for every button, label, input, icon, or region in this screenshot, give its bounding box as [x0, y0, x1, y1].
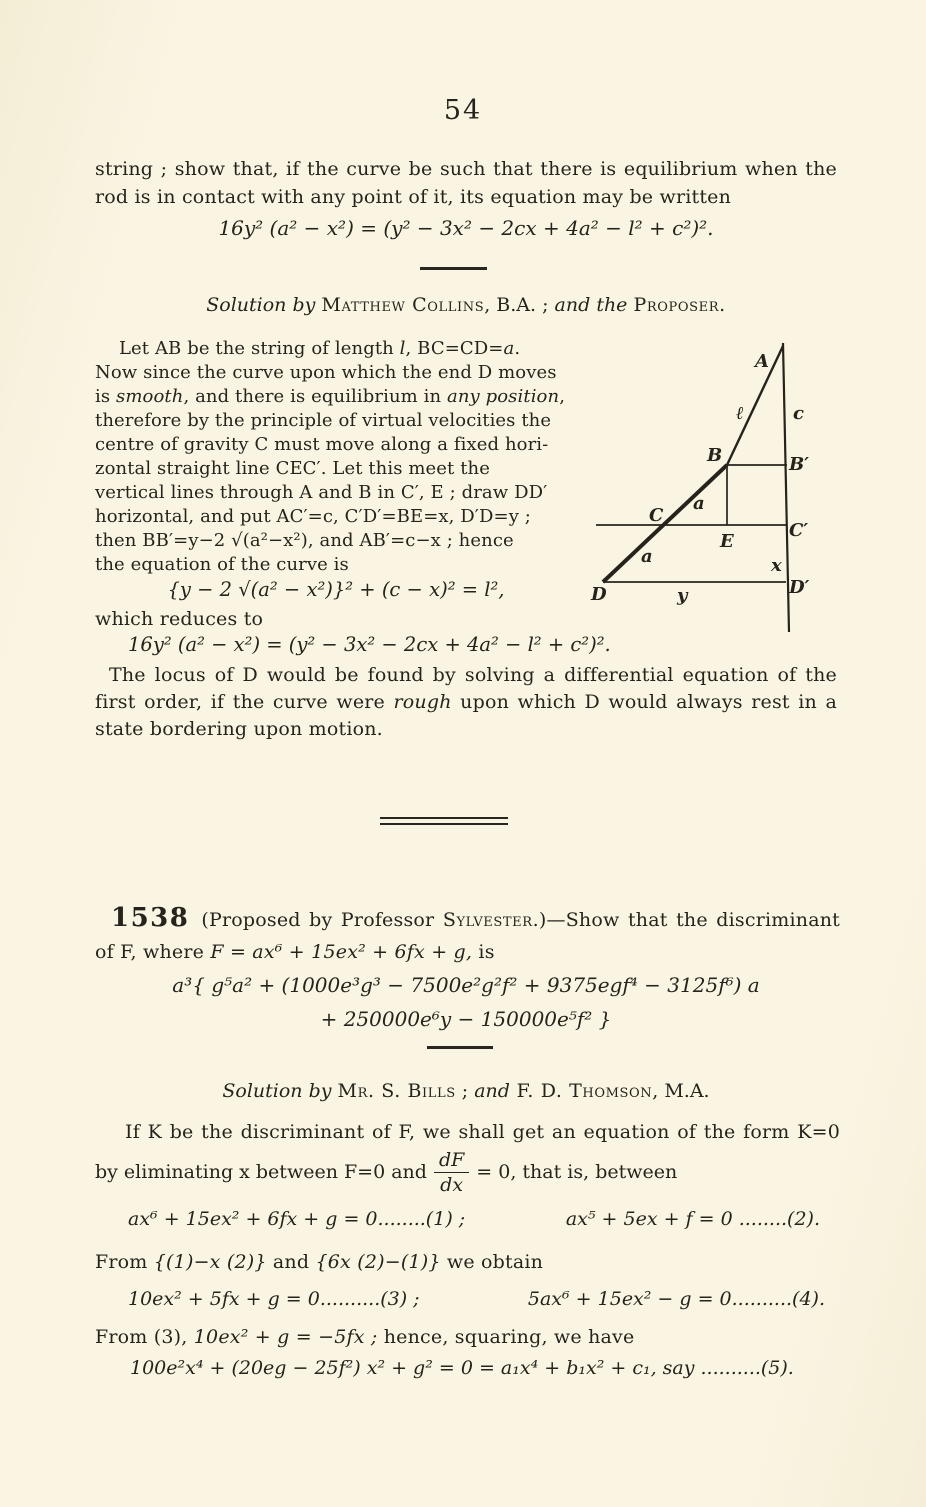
from-line-1	[95, 1249, 543, 1276]
solution-text-line: vertical lines through A and B in C′, E ; draw DD′	[95, 482, 548, 503]
problem-number: 1538	[111, 903, 190, 933]
locus-text-line: state bordering upon motion.	[95, 718, 383, 740]
label-E: E	[720, 531, 734, 552]
var-a: a	[503, 338, 515, 359]
text-segment: From (3),	[95, 1326, 194, 1348]
reduces-text: which reduces to	[95, 608, 264, 630]
combination-2: {6x (2)−(1)}	[315, 1251, 441, 1273]
text-segment: upon which D would always rest in a	[451, 691, 837, 713]
double-rule-divider	[380, 817, 508, 825]
equation-row-3-4	[128, 1288, 825, 1310]
text-segment: of F, where	[95, 941, 211, 963]
emphasis-any-position: any position	[447, 386, 560, 407]
solver-name: Matthew Collins	[321, 294, 485, 316]
text-segment: ,	[559, 386, 566, 407]
label-C: C	[649, 505, 664, 526]
solution-text-line: Now since the curve upon which the end D moves	[95, 362, 557, 383]
eliminating-line	[95, 1144, 840, 1200]
equation-4: 5ax⁶ + 15ex² − g = 0..........(4).	[527, 1288, 825, 1310]
text-segment: , and there is equilibrium in	[183, 386, 447, 407]
reduced-equation: 16y² (a² − x²) = (y² − 3x² − 2cx + 4a² − l² + c²)².	[128, 633, 611, 656]
from-line-2	[95, 1324, 634, 1351]
locus-text-line: The locus of D would be found by solving a differential equation of the	[109, 664, 837, 686]
label-C-prime: C′	[789, 520, 809, 541]
text-segment: and	[266, 1251, 316, 1273]
equation-row-1-2	[128, 1208, 820, 1230]
equation-1: ax⁶ + 15ex² + 6fx + g = 0........(1) ;	[128, 1208, 466, 1230]
combination-1: {(1)−x (2)}	[153, 1251, 267, 1273]
label-l: ℓ	[736, 403, 744, 424]
text-segment: by eliminating x between F=0 and	[95, 1161, 427, 1183]
label-a-upper: a	[693, 493, 705, 514]
credentials: , M.A.	[652, 1080, 710, 1102]
discriminant-display-line2: + 250000e⁶y − 150000e⁵f² }	[320, 1007, 612, 1031]
solution-text-line: horizontal, and put AC′=c, C′D′=BE=x, D′D=y ;	[95, 506, 531, 527]
equation-5: 100e²x⁴ + (20eg − 25f²) x² + g² = 0 = a₁x⁴ + b₁x² + c₁, say ..........(5).	[130, 1357, 794, 1379]
solver-credentials: , B.A. ;	[484, 294, 555, 316]
solution-text-line: centre of gravity C must move along a fixed hori-	[95, 434, 549, 455]
solver-name-2: F. D. Thomson	[509, 1080, 653, 1102]
text-segment: is	[472, 941, 495, 963]
emphasis-rough: rough	[393, 691, 452, 713]
text-segment: (Proposed by Professor	[201, 909, 443, 931]
emphasis-smooth: smooth	[116, 386, 184, 407]
F-definition: F = ax⁶ + 15ex² + 6fx + g,	[210, 941, 473, 963]
page-number: 54	[443, 95, 483, 126]
discriminant-text-line: If K be the discriminant of F, we shall get an equation of the form K=0	[125, 1121, 840, 1143]
problem-statement-line: string ; show that, if the curve be such that there is equilibrium when the	[95, 158, 837, 180]
solution-text-line	[95, 337, 577, 361]
equation-2: ax⁵ + 5ex + f = 0 ........(2).	[565, 1208, 820, 1230]
solution-by-text: Solution by	[206, 294, 322, 316]
problem-1538-heading	[95, 905, 840, 934]
discriminant-display-line1: a³{ g⁵a² + (1000e³g³ − 7500e²g²f² + 9375egf⁴ − 3125f⁶) a	[172, 973, 760, 997]
label-D-prime: D′	[789, 577, 810, 598]
text-segment: we obtain	[440, 1251, 544, 1273]
rearranged-equation: 10ex² + g = −5fx ;	[193, 1326, 378, 1348]
text-segment: From	[95, 1251, 154, 1273]
label-D: D	[591, 584, 607, 605]
solution-byline	[95, 294, 837, 316]
fraction-denominator: dx	[440, 1173, 464, 1196]
text-segment: = 0, that is, between	[476, 1161, 678, 1183]
equation-3: 10ex² + 5fx + g = 0..........(3) ;	[128, 1288, 420, 1310]
problem-1538-line2	[95, 939, 840, 966]
problem-equation: 16y² (a² − x²) = (y² − 3x² − 2cx + 4a² − l² + c²)².	[218, 216, 714, 240]
solution-text-line: zontal straight line CEC′. Let this meet the	[95, 458, 490, 479]
proposer-name: Proposer.	[633, 294, 726, 316]
text-segment: .)—Show that the discriminant	[532, 909, 840, 931]
derivative-fraction	[434, 1149, 469, 1196]
problem-statement-line: rod is in contact with any point of it, its equation may be written	[95, 186, 732, 208]
section-divider-rule	[427, 1046, 493, 1049]
solution-text-line: the equation of the curve is	[95, 554, 349, 575]
label-y: y	[677, 585, 688, 606]
solution-by-text: Solution by	[222, 1080, 338, 1102]
locus-text-line	[95, 689, 837, 716]
label-a-lower: a	[641, 546, 653, 567]
solution-text-line	[95, 385, 577, 409]
solution-text-line: then BB′=y−2 √(a²−x²), and AB′=c−x ; hence	[95, 530, 514, 551]
var-l: l	[399, 338, 406, 359]
rod-BD-line	[603, 465, 727, 582]
text-segment: Let AB be the string of length	[119, 338, 400, 359]
separator: ;	[455, 1080, 475, 1102]
geometry-figure	[583, 331, 838, 641]
text-segment: , BC=CD=	[405, 338, 504, 359]
section-divider-rule	[420, 267, 487, 270]
text-segment: .	[514, 338, 521, 359]
solver-name: Mr. S. Bills	[337, 1080, 456, 1102]
proposer-sylvester: Sylvester	[442, 909, 533, 931]
solution-byline	[95, 1080, 837, 1102]
label-A: A	[755, 351, 769, 372]
fraction-numerator: dF	[434, 1149, 469, 1173]
label-B-prime: B′	[789, 454, 809, 475]
text-segment: is	[95, 386, 117, 407]
label-c: c	[793, 403, 804, 424]
text-segment: hence, squaring, we have	[377, 1326, 635, 1348]
curve-equation: {y − 2 √(a² − x²)}² + (c − x)² = l²,	[167, 578, 505, 601]
label-B: B	[707, 445, 723, 466]
solution-text-line: therefore by the principle of virtual velocities the	[95, 410, 552, 431]
and-the-text: and the	[554, 294, 634, 316]
label-x: x	[771, 555, 782, 576]
and-text: and	[474, 1080, 510, 1102]
text-segment: first order, if the curve were	[95, 691, 394, 713]
